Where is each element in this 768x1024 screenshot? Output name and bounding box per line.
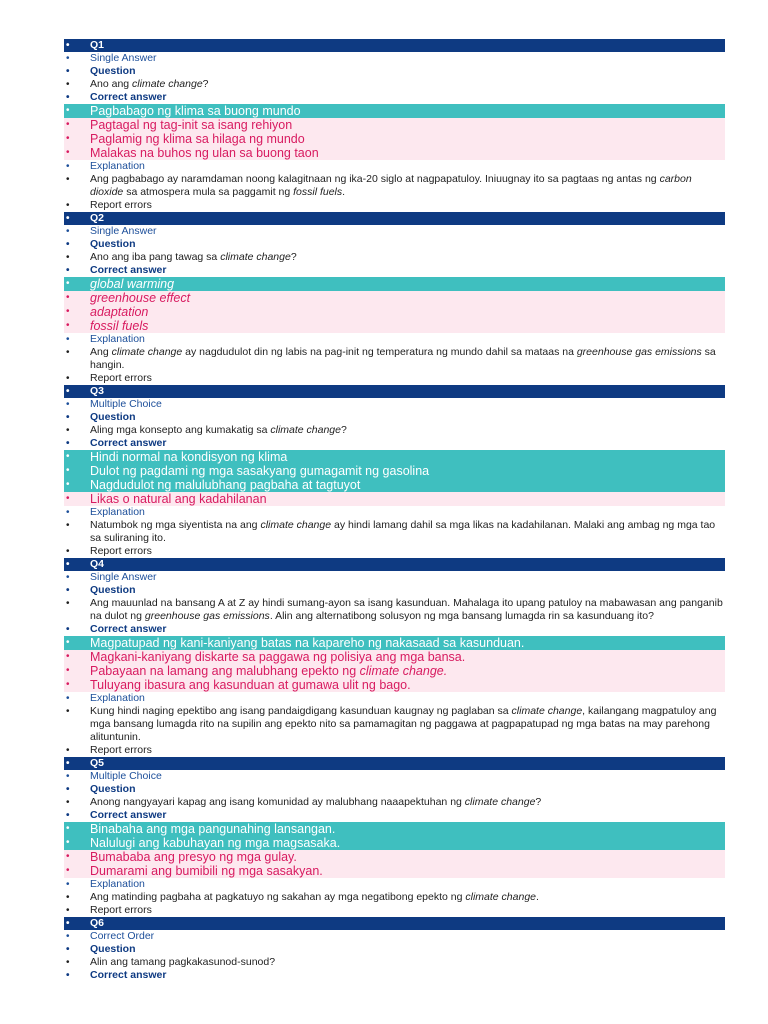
question-label: [64, 584, 725, 597]
question-type: [64, 571, 725, 584]
question-type-label: Single Answer: [90, 225, 157, 237]
question-text: [64, 251, 725, 264]
text-run: ?: [202, 78, 209, 90]
question-number: Q6: [90, 917, 105, 929]
text-run: fossil fuels: [293, 186, 343, 198]
text-run: ay hindi lamang dahil sa mga likas na kadahilanan. Malaki ang ambag ng mga tao sa suliraning ito.: [90, 519, 716, 544]
explanation-label: [64, 160, 725, 173]
answer-text: Dumarami ang bumibili ng mga sasakyan.: [90, 864, 323, 878]
answer-text: Pagbabago ng klima sa buong mundo: [90, 104, 301, 118]
answer-option-incorrect: [64, 650, 725, 664]
text-run: Alin ang tamang pagkakasunod-sunod?: [90, 956, 276, 968]
text-run: Ano ang: [90, 78, 133, 90]
question-text: [64, 956, 725, 969]
report-errors-link[interactable]: [64, 199, 725, 212]
answer-text: Binabaha ang mga pangunahing lansangan.: [90, 822, 336, 836]
text-run: Magpatupad ng kani-kaniyang batas na kapareho ng nakasaad sa kasunduan.: [90, 636, 525, 650]
question-type-label: Multiple Choice: [90, 398, 162, 410]
correct-answer-label: [64, 437, 725, 450]
answer-text: Hindi normal na kondisyon ng klima: [90, 450, 288, 464]
text-run: sa hangin.: [90, 346, 716, 371]
report-errors-text: Report errors: [90, 199, 152, 211]
explanation-label: [64, 506, 725, 519]
correct-answer-label-text: Correct answer: [90, 809, 167, 821]
answer-option-correct: [64, 450, 725, 464]
answer-option-incorrect: [64, 132, 725, 146]
text-run: climate change: [132, 78, 203, 90]
correct-answer-label: [64, 264, 725, 277]
question-type-label: Multiple Choice: [90, 770, 162, 782]
answer-option-correct: [64, 836, 725, 850]
question-type-label: Single Answer: [90, 52, 157, 64]
text-run: sa atmospera mula sa paggamit ng: [123, 186, 294, 198]
question-text: [64, 796, 725, 809]
report-errors-text: Report errors: [90, 904, 152, 916]
answer-text: greenhouse effect: [90, 291, 191, 305]
text-run: .: [342, 186, 346, 198]
correct-answer-label-text: Correct answer: [90, 91, 167, 103]
text-run: .: [536, 891, 539, 903]
question-header: [64, 917, 725, 930]
question-label: [64, 238, 725, 251]
text-run: Anong nangyayari kapag ang isang komunidad ay malubhang naaapektuhan ng: [90, 796, 465, 808]
text-run: . Alin ang alternatibong solusyon ng mga bansang lumagda rin sa kasunduang ito?: [269, 610, 654, 622]
question-label-text: Question: [90, 584, 136, 596]
answer-option-correct: [64, 636, 725, 650]
report-errors-link[interactable]: [64, 372, 725, 385]
question-type: [64, 52, 725, 65]
answer-option-incorrect: [64, 850, 725, 864]
explanation-text: [64, 519, 725, 545]
explanation-text: [64, 346, 725, 372]
answer-option-incorrect: [64, 664, 725, 678]
correct-answer-label-text: Correct answer: [90, 623, 167, 635]
answer-text: Likas o natural ang kadahilanan: [90, 492, 267, 506]
question-label-text: Question: [90, 65, 136, 77]
quiz-document: [64, 39, 725, 982]
question-label-text: Question: [90, 943, 136, 955]
text-run: Ang pagbabago ay naramdaman noong kalagitnaan ng ika-20 siglo at nagpapatuloy. Iniuugnay ito sa pagtaas ng antas ng: [90, 173, 660, 185]
explanation-text: [64, 891, 725, 904]
answer-text: Malakas na buhos ng ulan sa buong taon: [90, 146, 319, 160]
question-header: [64, 385, 725, 398]
text-run: Ang matinding pagbaha at pagkatuyo ng sakahan ay mga negatibong epekto ng: [90, 891, 466, 903]
question-header: [64, 558, 725, 571]
explanation-label-text: Explanation: [90, 333, 145, 345]
text-run: greenhouse gas emissions: [144, 610, 270, 622]
text-run: Natumbok ng mga siyentista na ang: [90, 519, 261, 531]
correct-answer-label: [64, 969, 725, 982]
text-run: climate change: [511, 705, 583, 717]
question-header: [64, 39, 725, 52]
question-number: Q1: [90, 39, 105, 51]
text-run: climate change: [111, 346, 183, 358]
text-run: Ang mauunlad na bansang A at Z ay hindi sumang-ayon sa isang kasunduan. Mahalaga ito upang patuloy na mabawasan ang panganib na dulot ng: [90, 597, 723, 622]
answer-text: global warming: [90, 277, 175, 291]
question-label-text: Question: [90, 238, 136, 250]
answer-option-incorrect: [64, 291, 725, 305]
text-run: Magkani-kaniyang diskarte sa paggawa ng polisiya ang mga bansa.: [90, 650, 466, 664]
question-number: Q2: [90, 212, 105, 224]
correct-answer-label: [64, 91, 725, 104]
text-run: Ang: [90, 346, 112, 358]
text-run: climate change: [260, 519, 332, 531]
answer-text: Nagdudulot ng malulubhang pagbaha at tagtuyot: [90, 478, 361, 492]
question-number: Q3: [90, 385, 105, 397]
report-errors-link[interactable]: [64, 904, 725, 917]
text-run: ?: [290, 251, 297, 263]
answer-option-incorrect: [64, 492, 725, 506]
question-header: [64, 757, 725, 770]
report-errors-text: Report errors: [90, 545, 152, 557]
text-run: greenhouse gas emissions: [576, 346, 702, 358]
text-run: climate change: [270, 424, 341, 436]
answer-text: Bumababa ang presyo ng mga gulay.: [90, 850, 297, 864]
correct-answer-label-text: Correct answer: [90, 437, 167, 449]
text-run: Pabayaan na lamang ang malubhang epekto ng: [90, 664, 360, 678]
text-run: climate change: [220, 251, 291, 263]
question-number: Q4: [90, 558, 105, 570]
answer-text: fossil fuels: [90, 319, 149, 333]
text-run: climate change.: [359, 664, 448, 678]
answer-text: adaptation: [90, 305, 149, 319]
text-run: ay nagdudulot din ng labis na pag-init ng temperatura ng mundo dahil sa mataas na: [182, 346, 577, 358]
text-run: , kailangang magpatuloy ang mga bansang lumagda rito na supilin ang epekto nito sa pamamagitan ng paggawa at pagpapatupad ng mga batas na may parehong alituntunin.: [90, 705, 717, 743]
explanation-text: [64, 705, 725, 744]
explanation-label-text: Explanation: [90, 160, 145, 172]
answer-option-incorrect: [64, 678, 725, 692]
answer-option-correct: [64, 104, 725, 118]
text-run: climate change: [465, 891, 536, 903]
question-label-text: Question: [90, 411, 136, 423]
answer-option-incorrect: [64, 118, 725, 132]
correct-answer-label: [64, 623, 725, 636]
text-run: climate change: [464, 796, 536, 808]
question-label: [64, 411, 725, 424]
question-label-text: Question: [90, 783, 136, 795]
answer-option-incorrect: [64, 146, 725, 160]
explanation-text: [64, 173, 725, 199]
explanation-label: [64, 692, 725, 705]
question-type: [64, 398, 725, 411]
question-label: [64, 783, 725, 796]
explanation-label-text: Explanation: [90, 878, 145, 890]
correct-answer-label: [64, 809, 725, 822]
answer-option-correct: [64, 478, 725, 492]
question-type-label: Single Answer: [90, 571, 157, 583]
report-errors-text: Report errors: [90, 744, 152, 756]
report-errors-link[interactable]: [64, 545, 725, 558]
answer-option-correct: [64, 464, 725, 478]
explanation-label: [64, 878, 725, 891]
text-run: Aling mga konsepto ang kumakatig sa: [90, 424, 271, 436]
answer-option-incorrect: [64, 319, 725, 333]
correct-answer-label-text: Correct answer: [90, 969, 167, 981]
question-label: [64, 943, 725, 956]
answer-text: Paglamig ng klima sa hilaga ng mundo: [90, 132, 305, 146]
answer-text: Pagtagal ng tag-init sa isang rehiyon: [90, 118, 293, 132]
answer-text: Nalulugi ang kabuhayan ng mga magsasaka.: [90, 836, 341, 850]
question-type: [64, 770, 725, 783]
answer-option-incorrect: [64, 864, 725, 878]
answer-option-correct: [64, 277, 725, 291]
text-run: ?: [340, 424, 347, 436]
answer-option-correct: [64, 822, 725, 836]
answer-option-incorrect: [64, 305, 725, 319]
question-type: [64, 930, 725, 943]
text-run: Tuluyang ibasura ang kasunduan at gumawa ulit ng bago.: [90, 678, 411, 692]
text-run: Kung hindi naging epektibo ang isang pandaigdigang kasunduan kaugnay ng paglaban sa: [90, 705, 512, 717]
text-run: Ano ang iba pang tawag sa: [90, 251, 221, 263]
explanation-label-text: Explanation: [90, 692, 145, 704]
report-errors-text: Report errors: [90, 372, 152, 384]
answer-text: Dulot ng pagdami ng mga sasakyang gumagamit ng gasolina: [90, 464, 430, 478]
question-type: [64, 225, 725, 238]
explanation-label: [64, 333, 725, 346]
text-run: carbon dioxide: [90, 173, 692, 198]
text-run: ?: [535, 796, 542, 808]
explanation-label-text: Explanation: [90, 506, 145, 518]
correct-answer-label-text: Correct answer: [90, 264, 167, 276]
question-text: [64, 597, 725, 623]
question-text: [64, 78, 725, 91]
question-header: [64, 212, 725, 225]
report-errors-link[interactable]: [64, 744, 725, 757]
question-type-label: Correct Order: [90, 930, 155, 942]
question-label: [64, 65, 725, 78]
question-number: Q5: [90, 757, 105, 769]
question-text: [64, 424, 725, 437]
